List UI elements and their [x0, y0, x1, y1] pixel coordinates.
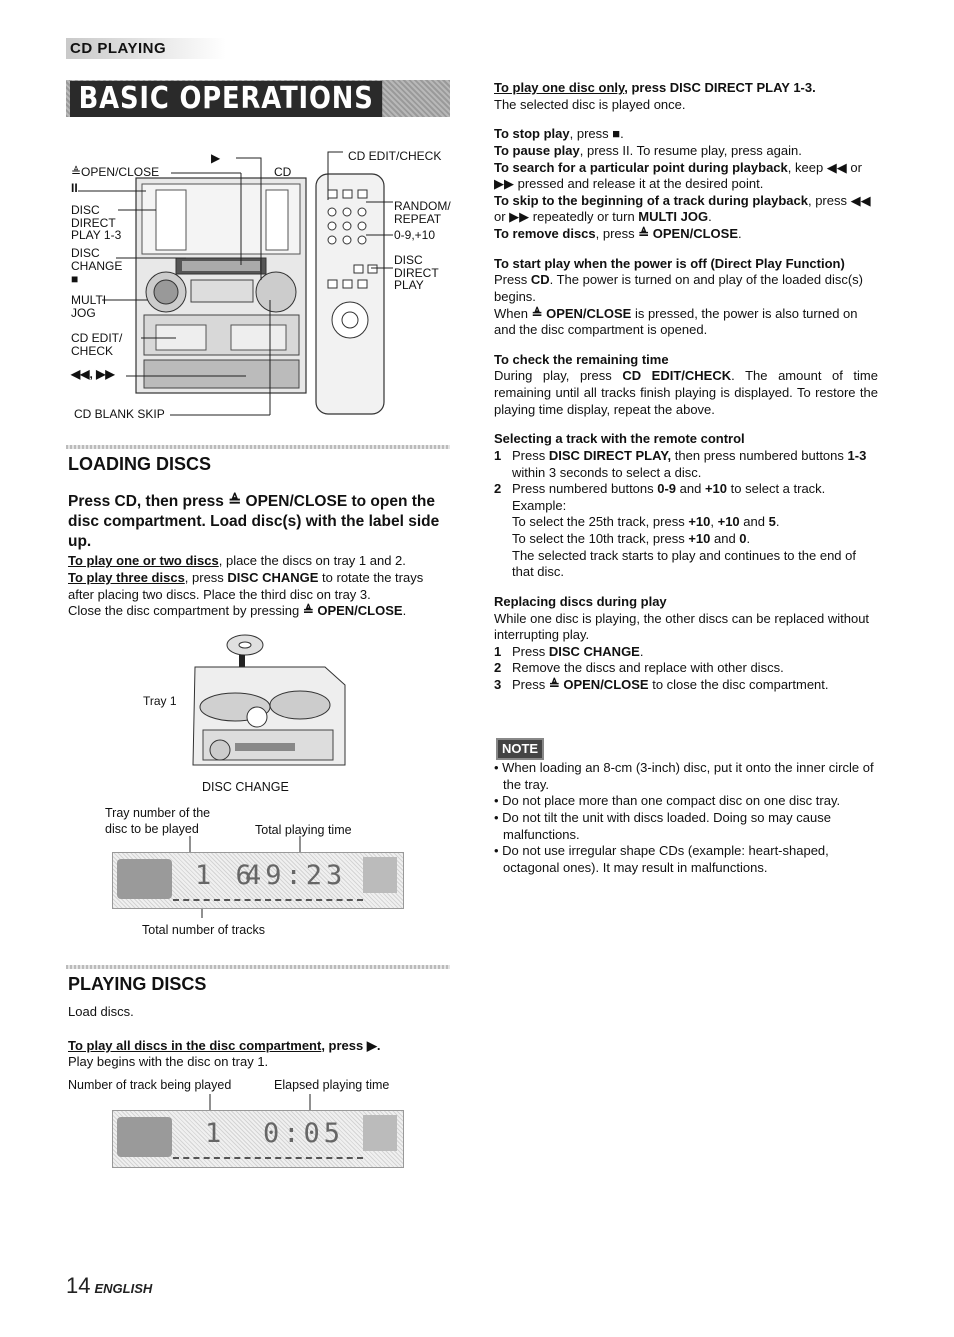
label-cd: CD	[274, 165, 292, 179]
loading-p3-text: Close the disc compartment by pressing	[68, 603, 303, 619]
display-loading	[112, 852, 404, 909]
tray-label: Tray 1	[143, 694, 177, 708]
link-one-disc-only: To play one disc only	[494, 80, 625, 95]
page-number: 14	[66, 1273, 91, 1298]
search-rest: , keep ◀◀ or ▶▶ pressed and release it at the desired point.	[494, 159, 862, 192]
remaining-a: During play, press	[494, 368, 623, 384]
track-label: Number of track being played	[68, 1078, 232, 1092]
label-cd-edit-check-left: CD EDIT/ CHECK	[71, 331, 123, 358]
remove-rest2: .	[738, 226, 742, 241]
remote-1a: Press	[512, 447, 549, 463]
label-disc-direct-play-remote: DISC DIRECT PLAY	[394, 253, 439, 293]
direct-play-p1c: . The power is turned on and play of the loaded disc(s) begins.	[494, 272, 864, 304]
total-tracks-label: Total number of tracks	[142, 923, 265, 937]
remote-2a: Press numbered buttons	[512, 481, 658, 497]
rep3b: ≜ OPEN/CLOSE	[548, 677, 649, 692]
total-time-label: Total playing time	[255, 823, 352, 837]
ex1f: 5	[768, 514, 776, 530]
display2-digits-track: 1	[205, 1118, 226, 1149]
label-pause: II	[71, 181, 78, 195]
note-badge: NOTE	[496, 738, 544, 760]
direct-play-p1a: Press	[494, 272, 531, 288]
direct-play-p2a: When	[494, 305, 532, 321]
loading-p3-bold: ≜ OPEN/CLOSE	[302, 603, 403, 619]
ex2a: To select the 10th track, press	[512, 531, 689, 546]
rep-step-2-num: 2	[494, 660, 502, 676]
label-cd-edit-check-top: CD EDIT/CHECK	[348, 149, 442, 163]
rep1c: .	[639, 643, 644, 659]
playing-link-rest: , press ▶.	[321, 1037, 381, 1053]
rep1a: Press	[512, 643, 549, 659]
direct-play-p2b: ≜ OPEN/CLOSE	[531, 305, 632, 321]
ex1g: .	[775, 514, 780, 530]
display-bar	[173, 899, 363, 901]
link-one-two-discs: To play one or two discs	[68, 553, 219, 569]
replace-intro: While one disc is playing, the other discs can be replaced without interrupting play.	[494, 610, 870, 643]
pause-bold: To pause play	[494, 142, 580, 158]
display-digits-time: 49:23	[245, 860, 347, 891]
stop-rest: , press ■.	[569, 126, 624, 142]
remote-1d: 1-3	[847, 447, 867, 463]
loading-p2-rest: to rotate the trays after placing two discs. Place the third disc on tray 3.	[68, 570, 424, 602]
ex1e: and	[739, 514, 769, 530]
ex1a: To select the 25th track, press	[512, 514, 689, 530]
calendar-icon	[363, 857, 397, 893]
rep-step-1-num: 1	[494, 643, 502, 659]
one-disc-desc: The selected disc is played once.	[494, 96, 686, 112]
banner	[66, 80, 450, 117]
loading-heading: LOADING DISCS	[68, 454, 212, 474]
label-open-close: ≜OPEN/CLOSE	[71, 165, 160, 179]
remote-heading: Selecting a track with the remote control	[494, 431, 745, 447]
ex1c: ,	[710, 514, 718, 530]
label-cd-blank-skip: CD BLANK SKIP	[74, 407, 165, 421]
loading-p2-mid: , press	[184, 570, 228, 586]
note-item: • Do not tilt the unit with discs loaded. Doing so may cause malfunctions.	[494, 809, 831, 842]
remote-1c: then press numbered buttons	[671, 447, 848, 463]
label-stop: ■	[71, 272, 79, 286]
tray-number-label: Tray number of the disc to be played	[105, 806, 211, 837]
remote-step-2-num: 2	[494, 481, 502, 497]
display2-bar	[173, 1157, 363, 1159]
loading-lead: Press CD, then press ≜ OPEN/CLOSE to open the disc compartment. Load disc(s) with the label side up.	[68, 493, 440, 550]
search-bold: To search for a particular point during playback	[494, 159, 788, 175]
label-skip: ◀◀, ▶▶	[71, 367, 115, 381]
banner-title: BASIC OPERATIONS	[70, 81, 382, 117]
note-item: • When loading an 8-cm (3-inch) disc, put it onto the inner circle of the tray.	[494, 760, 874, 792]
playing-line2: Play begins with the disc on tray 1.	[68, 1054, 269, 1070]
ex2b: +10	[688, 531, 711, 546]
label-random-repeat: RANDOM/ REPEAT	[394, 199, 451, 226]
page-footer	[66, 1272, 152, 1300]
ex1d: +10	[717, 514, 740, 530]
skip-rest2: .	[708, 209, 712, 225]
skip-bold2: MULTI JOG	[638, 209, 709, 225]
label-multi-jog: MULTI JOG	[71, 293, 107, 320]
display-playing	[112, 1110, 404, 1168]
playing-intro: Load discs.	[68, 1004, 134, 1019]
disc-indicator-icon-2	[117, 1117, 172, 1157]
label-play: ▶	[211, 151, 221, 165]
stop-bold: To stop play	[494, 126, 570, 142]
rep1b: DISC CHANGE	[548, 643, 640, 659]
note-item: • Do not place more than one compact disc on one disc tray.	[494, 793, 841, 809]
loading-p1-rest: , place the discs on tray 1 and 2.	[218, 553, 406, 569]
playing-heading: PLAYING DISCS	[68, 974, 207, 994]
remaining-b: CD EDIT/CHECK	[622, 368, 732, 384]
remote-1b: DISC DIRECT PLAY,	[548, 447, 672, 463]
display2-digits-time: 0:05	[263, 1118, 345, 1149]
pause-rest: , press II. To resume play, press again.	[579, 142, 802, 158]
rep3a: Press	[512, 677, 549, 692]
direct-play-p2c: is pressed, the power is also turned on and the disc compartment is opened.	[494, 305, 858, 338]
section-rule	[66, 445, 450, 449]
remaining-c: . The amount of time remaining until all tracks finish playing is displayed. To restore the playing time display, repeat the above.	[494, 368, 878, 417]
note-item: • Do not use irregular shape CDs (example: heart-shaped, octagonal ones). It may result in malfunctions.	[494, 843, 829, 875]
rep-step-3-num: 3	[494, 677, 502, 692]
ex3: The selected track starts to play and continues to the end of that disc.	[512, 547, 856, 580]
remote-2e: to select a track.	[727, 481, 826, 497]
link-play-all-discs: To play all discs in the disc compartment	[68, 1037, 322, 1053]
elapsed-label: Elapsed playing time	[274, 1078, 390, 1092]
calendar-icon-2	[363, 1115, 397, 1151]
remote-2d: +10	[704, 481, 728, 497]
ex1b: +10	[688, 514, 711, 530]
loading-p3-end: .	[402, 603, 407, 619]
remote-2c: and	[676, 481, 705, 497]
direct-play-p1b: CD	[530, 272, 550, 288]
remote-1e: within 3 seconds to select a disc.	[512, 464, 702, 480]
notes-list	[494, 760, 878, 876]
disc-indicator-icon	[117, 859, 172, 899]
stereo-illustration	[66, 140, 450, 430]
tray-illustration	[175, 625, 355, 770]
ex2e: .	[746, 531, 751, 546]
remote-step-1-num: 1	[494, 447, 502, 463]
disc-change-label: DISC CHANGE	[202, 780, 289, 794]
language-label: ENGLISH	[94, 1281, 153, 1296]
section-tag: CD PLAYING	[66, 38, 226, 59]
label-disc-change: DISC CHANGE	[71, 246, 123, 273]
stereo-diagram	[66, 140, 450, 430]
replace-heading: Replacing discs during play	[494, 593, 667, 609]
remote-2b: 0-9	[657, 481, 677, 497]
remove-bold: To remove discs	[494, 226, 596, 241]
one-disc-rest: , press DISC DIRECT PLAY 1-3.	[624, 80, 816, 95]
ex2d: 0	[739, 531, 747, 546]
link-three-discs: To play three discs	[68, 570, 185, 586]
remove-bold2: ≜ OPEN/CLOSE	[638, 226, 739, 241]
ex2c: and	[710, 531, 740, 546]
label-disc-direct-play: DISC DIRECT PLAY 1-3	[71, 203, 122, 243]
direct-play-heading: To start play when the power is off (Direct Play Function)	[494, 255, 845, 271]
label-numbers: 0-9,+10	[394, 228, 436, 242]
rep2: Remove the discs and replace with other discs.	[512, 660, 784, 676]
loading-p2-bold: DISC CHANGE	[227, 570, 319, 586]
skip-rest1: , press ◀◀ or ▶▶ repeatedly or turn	[494, 192, 871, 225]
remove-rest: , press	[595, 226, 639, 241]
section-rule-2	[66, 965, 450, 969]
display-digits-track: 1 6	[195, 860, 256, 891]
skip-bold: To skip to the beginning of a track during playback	[494, 192, 808, 208]
example-label: Example:	[512, 497, 567, 513]
rep3c: to close the disc compartment.	[648, 677, 829, 692]
remaining-heading: To check the remaining time	[494, 351, 669, 367]
